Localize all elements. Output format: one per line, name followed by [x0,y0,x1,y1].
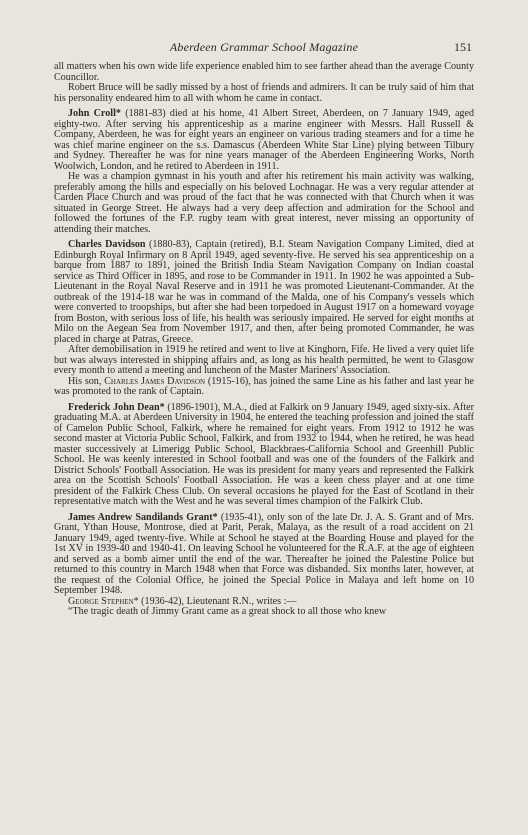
page-number: 151 [454,40,472,54]
person-name: John Croll* [68,108,121,119]
paragraph: Robert Bruce will be sadly missed by a host of friends and admirers. It can be truly said of him that his personality endeared him to all with whom he came in contact. [54,82,474,104]
person-name: Frederick John Dean* [68,401,165,413]
paragraph: He was a champion gymnast in his youth and after his retirement his main activity was walking, preferably among the hills and especially on his beloved Lochnagar. He was a very regular attender at Carden Place Church and was proud of the fact that he was connected with that Church when it was situated in George Street. He always had a very deep affection and admiration for the School and followed the fortunes of the F.P. rugby team with great interest, never missing an opportunity of attending their matches. [54,171,474,235]
person-name: Charles Davidson [68,239,146,250]
person-name: James Andrew Sandilands Grant* [68,511,218,523]
running-title: Aberdeen Grammar School Magazine [169,40,359,54]
obituary-dean: Frederick John Dean* (1896-1901), M.A., died at Falkirk on 9 January 1949, aged sixty-six. After graduating M.A. at Aberdeen University in 1904, he entered the teaching profession and joined the staff of Camelon Public School, Falkirk, where he remained for eight years. From 1912 to 1912 he was second master at Victoria Public School, Falkirk, and from 1932 to 1944, when he retired, he was head master successively at Limerigg Public School, Blackbraes-California School and Greenhill Public School. He was keenly interested in School football and was one of the founders of the Falkirk and District Schools' Football Association. He was its president for many years and represented the Falkirk area on the Scottish Schools' Football Association. He was a keen chess player and at one time president of the Falkirk Chess Club. On several occasions he played for the East of Scotland in their representative match with the West and he was several times champion of the Falkirk Club. [54,401,475,507]
paragraph: all matters when his own wide life experience enabled him to see farther ahead than the average County Councillor. [54,61,474,83]
obituary-croll: John Croll* (1881-83) died at his home, 41 Albert Street, Aberdeen, on 7 January 1949, aged eighty-two. After serving his apprenticeship as a marine engineer with Messrs. Hall Russell & Company, Aberdeen, he was for eight years an engineer on various trading steamers and for a time he was chief marine engineer on the s.s. Damascus (Aberdeen White Star Line) plying between Tilbury and Sydney. Thereafter he was for nine years manager of the Aberdeen Engineering Works, North Woolwich, London, and he retired to Aberdeen in 1911. [54,108,475,172]
paragraph: “The tragic death of Jimmy Grant came as a great shock to all those who knew [68,606,387,617]
person-name: George Stephen* [68,595,139,607]
paragraph: After demobilisation in 1919 he retired and went to live at Kinghorn, Fife. He lived a very quiet life but was always interested in shipping affairs and, as long as his health permitted, he went to Glasgow every month to attend a meeting and luncheon of the Master Mariners' Association. [54,344,474,376]
paragraph: His son, Charles James Davidson (1915-16), has joined the same Line as his father and last year he was promoted to the rank of Captain. [54,375,474,397]
running-head [54,40,474,56]
paragraph: George Stephen* (1936-42), Lieutenant R.N., writes :— [68,595,297,607]
obituary-grant: James Andrew Sandilands Grant* (1935-41), only son of the late Dr. J. A. S. Grant and of Mrs. Grant, Ythan House, Montrose, died at Parit, Perak, Malaya, as the result of a road accident on 21 January 1949, aged twenty-five. While at School he stayed at the Boarding House and played for the 1st XV in 1939-40 and 1940-41. On leaving School he volunteered for the R.A.F. at the age of eighteen and served as a bomb aimer until the end of the war. Thereafter he joined the Palestine Police but returned to this country in March 1948 when that Force was disbanded. Six months later, however, at the request of the Colonial Office, he joined the Special Police in Malaya and left home on 10 September 1948. [54,511,474,596]
person-name: Charles James Davidson [104,375,206,387]
obituary-davidson: Charles Davidson (1880-83), Captain (retired), B.I. Steam Navigation Company Limited, died at Edinburgh Royal Infirmary on 8 April 1949, aged seventy-five. He served his sea apprenticeship on a barque from 1887 to 1891, joined the British India Steam Navigation Company on Indian coastal service as Third Officer in 1895, and rose to be Commander in 1911. In 1902 he was appointed a Sub-Lieutenant in the Royal Naval Reserve and in 1911 he was promoted Lieutenant-Commander. At the outbreak of the 1914-18 war he was in command of the Malda, one of his Company's vessels which were converted to troopships, but after she had been torpedoed in August 1917 on a homeward voyage from Boston, with serious loss of life, his health was seriously impaired. He served for eight months at Milo on the Aegean Sea from November 1917, and then, after being promoted Commander, he was placed in charge at Patras, Greece. [54,239,474,345]
body-text [54,62,474,618]
